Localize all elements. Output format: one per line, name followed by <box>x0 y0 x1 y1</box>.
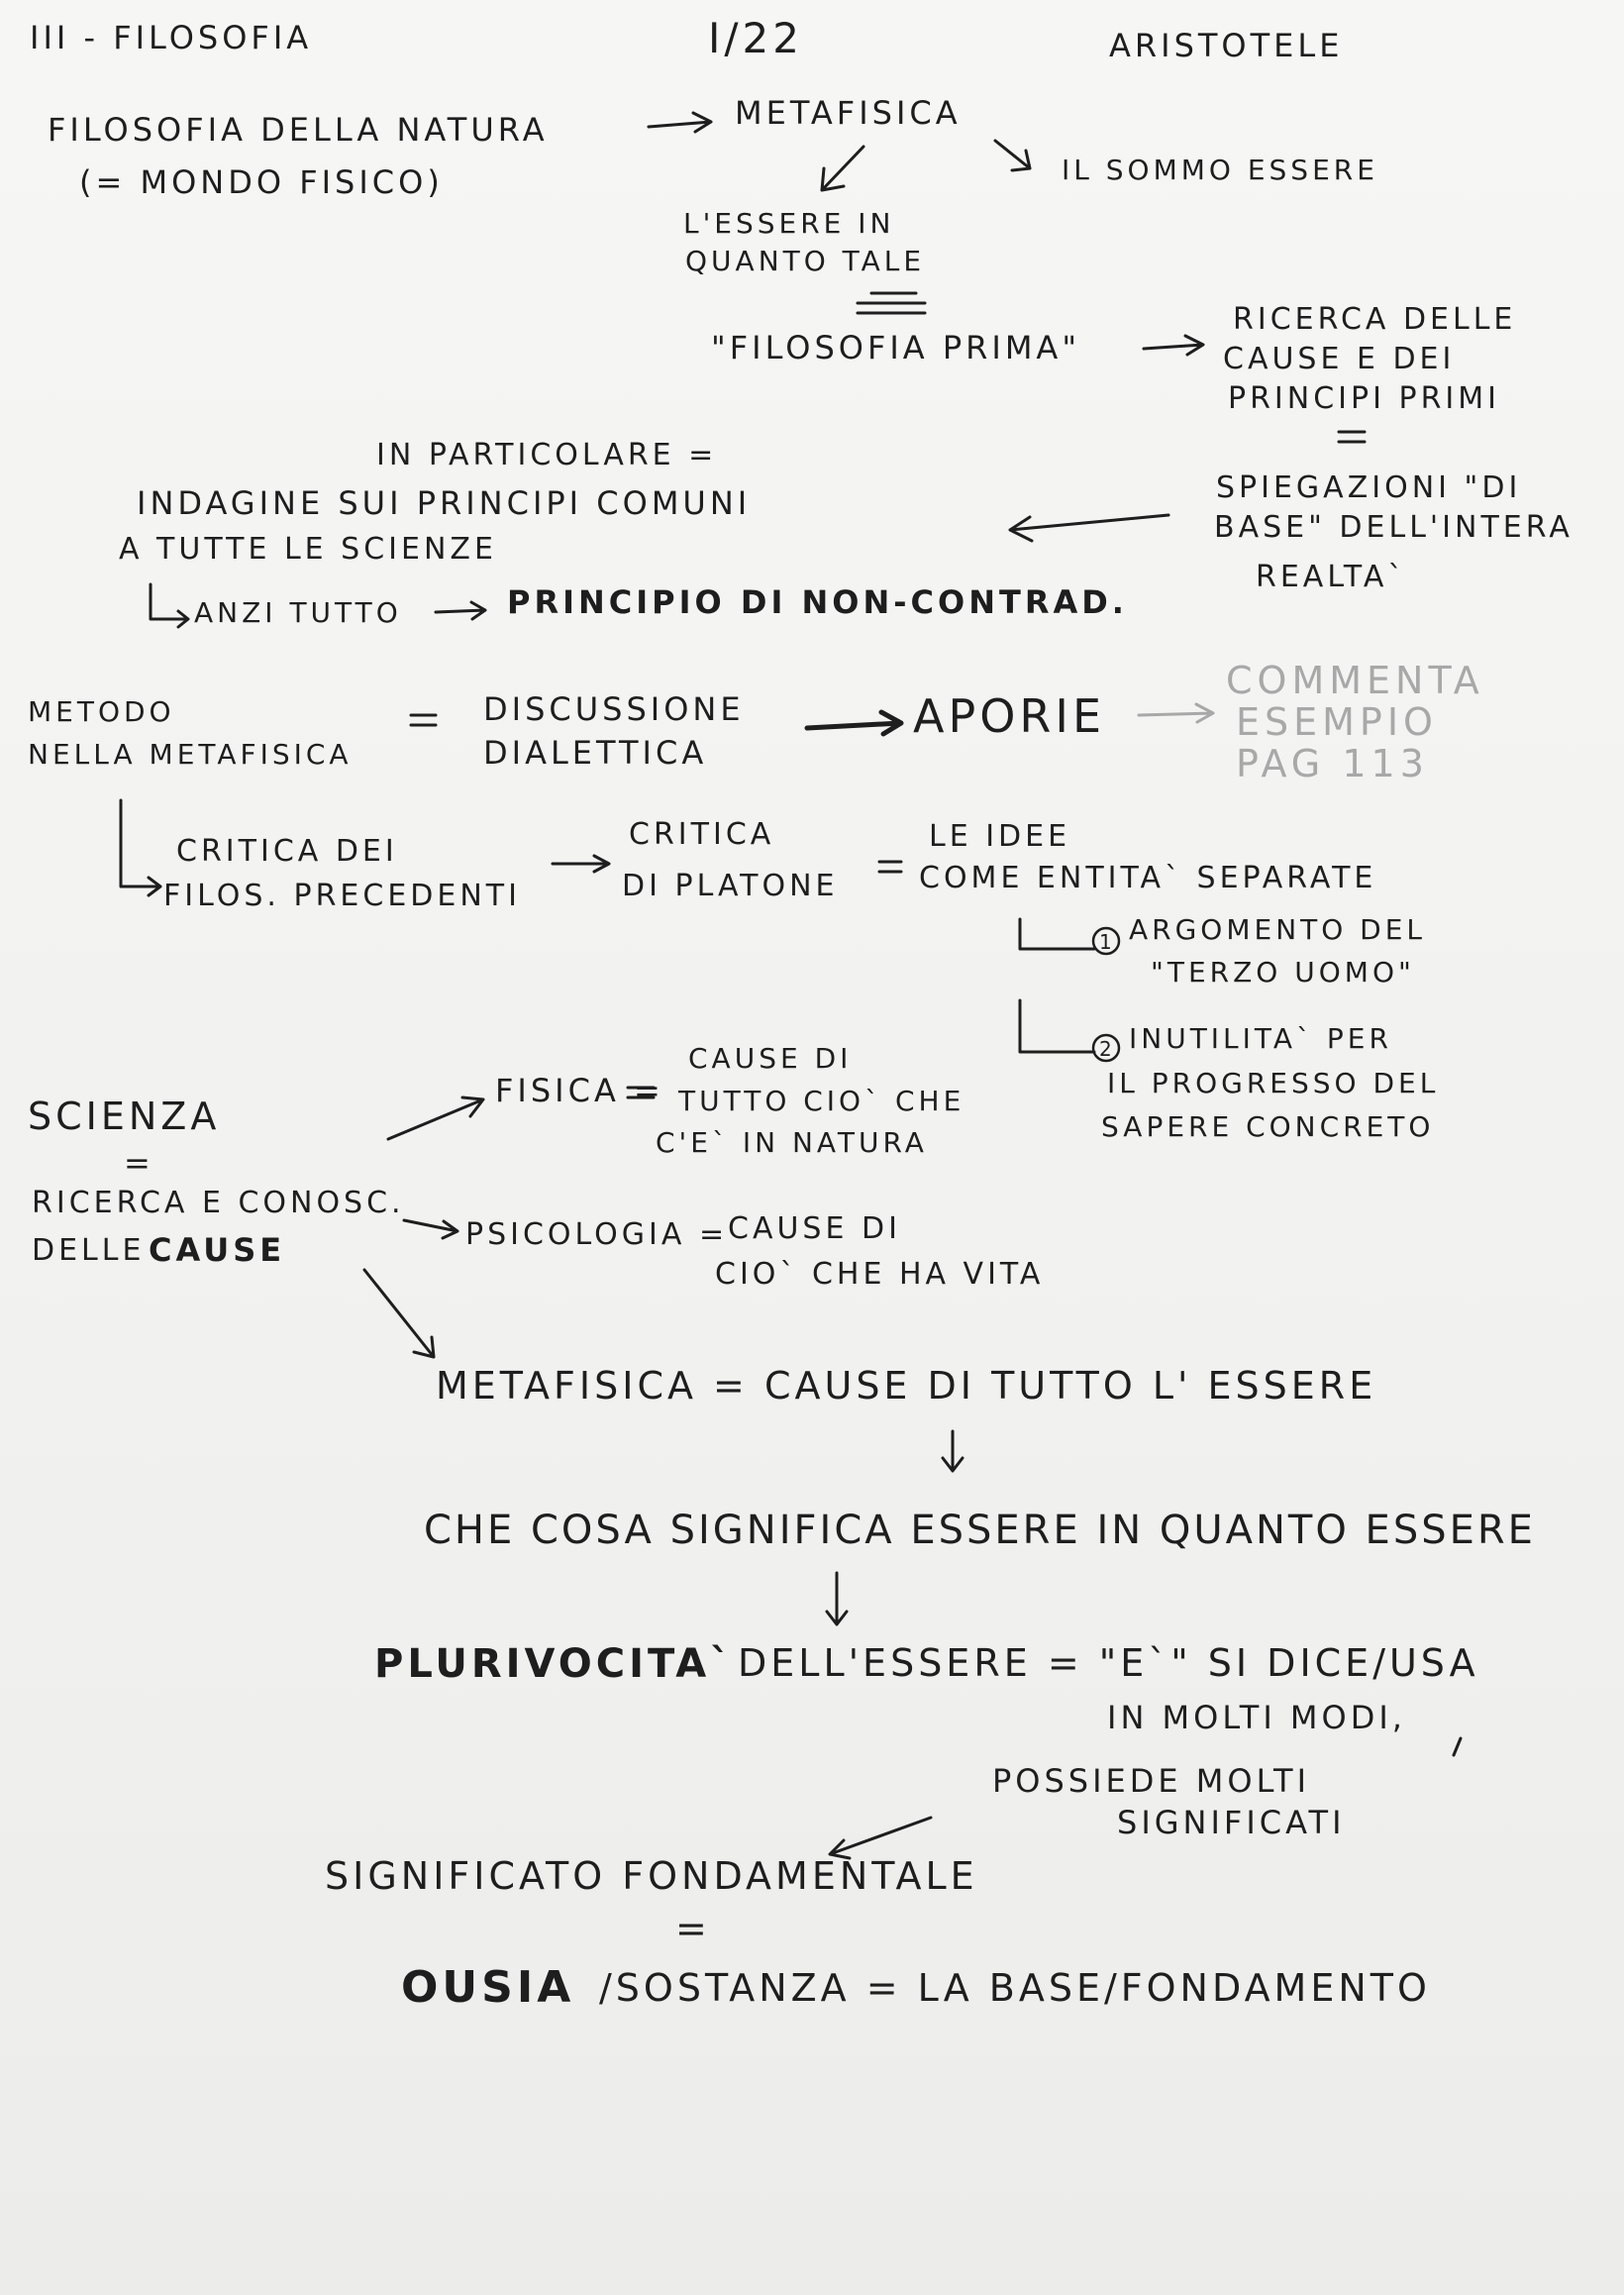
arrow-dialettica-aporie <box>807 712 901 734</box>
research-label-1: RICERCA E CONOSC. <box>32 1186 405 1220</box>
explanations-label-3: REALTA` <box>1256 560 1407 594</box>
fundamental-meaning-label: SIGNIFICATO FONDAMENTALE <box>325 1854 978 1898</box>
many-meanings-label-2: SIGNIFICATI <box>1117 1804 1346 1841</box>
fundamental-equals: = <box>675 1907 711 1950</box>
above-all-label: ANZI TUTTO <box>194 596 402 629</box>
substance-definition: /SOSTANZA = LA BASE/FONDAMENTO <box>599 1966 1431 2010</box>
note-label-3: PAG 113 <box>1236 742 1429 785</box>
ousia-label: OUSIA <box>401 1962 575 2013</box>
first-philosophy-label: "FILOSOFIA PRIMA" <box>711 329 1081 366</box>
note-label-1: COMMENTA <box>1226 659 1484 702</box>
physical-world-label: (= MONDO FISICO) <box>79 163 444 201</box>
non-contradiction-label: PRINCIPIO DI NON-CONTRAD. <box>507 583 1128 621</box>
critique-label-2: FILOS. PRECEDENTI <box>163 879 521 913</box>
discussion-label-1: DISCUSSIONE <box>483 690 745 728</box>
arrow-natura-metafisica <box>649 113 711 132</box>
arrow-down-2 <box>827 1573 847 1624</box>
ideas-label-1: LE IDEE <box>929 819 1071 854</box>
author-label: ARISTOTELE <box>1109 27 1344 64</box>
plato-label-2: DI PLATONE <box>622 869 839 903</box>
arrow-scienza-metafisica <box>364 1270 434 1357</box>
supreme-being-label: IL SOMMO ESSERE <box>1062 154 1378 186</box>
psychology-def-2: CIO` CHE HA VITA <box>715 1257 1045 1292</box>
arrow-metafisica-sommo <box>995 141 1030 170</box>
psychology-def-1: CAUSE DI <box>728 1211 901 1246</box>
plurivocity-label: PLURIVOCITA` <box>374 1641 735 1687</box>
chapter-label: III - FILOSOFIA <box>30 19 313 56</box>
natural-philosophy-label: FILOSOFIA DELLA NATURA <box>48 111 549 149</box>
research-label-3: CAUSE <box>149 1231 286 1269</box>
causes-label-3: PRINCIPI PRIMI <box>1228 381 1501 416</box>
science-label: SCIENZA <box>28 1095 221 1138</box>
page-number: I/22 <box>708 14 803 62</box>
physics-def-1: CAUSE DI <box>688 1042 853 1075</box>
circled-number-1: 1 <box>1099 930 1112 954</box>
useless-label-1: INUTILITA` PER <box>1129 1022 1392 1055</box>
arrow-scienza-psicologia <box>404 1220 457 1238</box>
hook-critica <box>121 800 160 895</box>
third-man-label-2: "TERZO UOMO" <box>1151 956 1415 989</box>
many-ways-label: IN MOLTI MODI, <box>1107 1699 1406 1736</box>
explanations-label-2: BASE" DELL'INTERA <box>1214 510 1573 545</box>
causes-label-2: CAUSE E DEI <box>1223 342 1456 376</box>
useless-label-2: IL PROGRESSO DEL <box>1107 1067 1440 1099</box>
common-principles-label-2: A TUTTE LE SCIENZE <box>119 532 497 567</box>
science-equals: = <box>124 1144 154 1182</box>
arrow-down-1 <box>943 1431 963 1471</box>
many-meanings-label-1: POSSIEDE MOLTI <box>992 1762 1310 1800</box>
hook-anzi-tutto <box>151 584 188 627</box>
common-principles-label-1: INDAGINE SUI PRINCIPI COMUNI <box>137 484 752 522</box>
circled-number-2: 2 <box>1099 1037 1112 1061</box>
arrow-possiede-significato <box>830 1818 931 1858</box>
being-question-line: CHE COSA SIGNIFICA ESSERE IN QUANTO ESSERE <box>424 1508 1536 1553</box>
method-label-2: NELLA METAFISICA <box>28 738 353 771</box>
arrow-prima-ricerca <box>1144 336 1203 355</box>
arrow-metafisica-essere <box>822 147 863 190</box>
physics-def-2: TUTTO CIO` CHE <box>678 1085 965 1117</box>
metaphysics-label: METAFISICA <box>735 94 962 132</box>
physics-label: FISICA = <box>495 1072 664 1109</box>
aporias-label: APORIE <box>913 689 1106 743</box>
metaphysics-causes-line: METAFISICA = CAUSE DI TUTTO L' ESSERE <box>436 1364 1377 1408</box>
method-label-1: METODO <box>28 695 175 728</box>
ideas-label-2: COME ENTITA` SEPARATE <box>919 861 1377 895</box>
being-as-such-label-2: QUANTO TALE <box>685 245 926 277</box>
discussion-label-2: DIALETTICA <box>483 734 708 772</box>
explanations-label-1: SPIEGAZIONI "DI <box>1216 470 1522 505</box>
arrow-spiegazioni-indagine <box>1010 515 1168 541</box>
plato-label-1: CRITICA <box>629 817 775 852</box>
physics-def-3: C'E` IN NATURA <box>656 1126 928 1159</box>
being-as-such-label-1: L'ESSERE IN <box>683 207 895 240</box>
plurivocity-definition: DELL'ESSERE = "E`" SI DICE/USA <box>738 1641 1479 1685</box>
causes-label-1: RICERCA DELLE <box>1233 302 1517 337</box>
psychology-label: PSICOLOGIA = <box>465 1217 729 1252</box>
research-label-2: DELLE <box>32 1233 146 1268</box>
useless-label-3: SAPERE CONCRETO <box>1101 1110 1435 1143</box>
in-particular-label: IN PARTICOLARE = <box>376 438 718 472</box>
note-label-2: ESEMPIO <box>1236 700 1438 744</box>
critique-label-1: CRITICA DEI <box>176 834 398 869</box>
third-man-label-1: ARGOMENTO DEL <box>1129 913 1427 946</box>
arrow-scienza-fisica <box>388 1097 483 1139</box>
